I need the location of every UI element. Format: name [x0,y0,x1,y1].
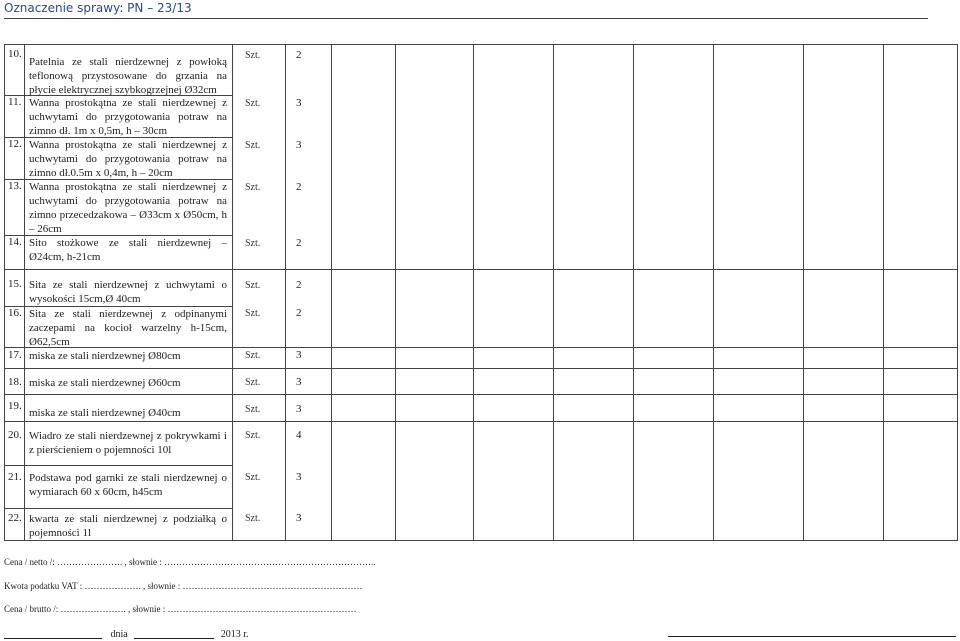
row-number: 13. [8,180,22,192]
item-description: Wiadro ze stali nierdzewnej z pokrywkami i z pierścieniem o pojemności 10l [29,430,227,456]
row-divider [5,421,957,422]
quantity-cell: 3 [296,139,302,151]
unit-cell: Szt. [245,50,261,61]
row-number: 15. [8,278,22,290]
quantity-cell: 3 [296,403,302,415]
item-description: Sito stożkowe ze stali nierdzewnej – Ø24cm, h-21cm [29,237,227,263]
unit-cell: Szt. [245,350,261,361]
unit-cell: Szt. [245,377,261,388]
row-number: 10. [8,48,22,60]
signature-line [668,636,956,637]
quantity-cell: 2 [296,49,302,61]
quantity-cell: 3 [296,97,302,109]
quantity-cell: 3 [296,349,302,361]
year-text: 2013 r. [220,629,249,640]
item-description: miska ze stali nierdzewnej Ø60cm [29,377,181,389]
unit-cell: Szt. [245,280,261,291]
col-divider-6 [803,45,804,540]
row-number: 21. [8,471,22,483]
unit-cell: Szt. [245,98,261,109]
items-table [4,44,958,541]
date-blank [134,628,214,639]
item-description: kwarta ze stali nierdzewnej z podziałką o pojemności 1l [29,513,227,539]
item-description: Podstawa pod garnki ze stali nierdzewnej o wymiarach 60 x 60cm, h45cm [29,472,227,498]
col-divider-7 [883,45,884,540]
item-description: Wanna prostokątna ze stali nierdzewnej z uchwytami do przygotowania potraw na zimno dł.0.5m x 0,4m, h – 20cm [29,139,227,179]
unit-cell: Szt. [245,140,261,151]
unit-cell: Szt. [245,404,261,415]
unit-cell: Szt. [245,430,261,441]
unit-cell: Szt. [245,238,261,249]
col-divider-unit [285,45,286,540]
item-description: Wanna prostokątna ze stali nierdzewnej z uchwytami do przygotowania potraw na zimno dł. 1m x 0,5m, h – 30cm [29,97,227,137]
signature-date-line [4,628,249,641]
page-header [4,0,928,19]
net-price-line: Cena / netto /: …………………. , słownie : …………………………………………………………….. [4,557,376,567]
col-divider-qty [331,45,332,540]
col-divider-4 [633,45,634,540]
unit-cell: Szt. [245,513,261,524]
date-word: dnia [110,629,128,640]
item-description: Sita ze stali nierdzewnej z odpinanymi zaczepami na kocioł warzelny h-15cm, Ø62,5cm [29,308,227,348]
quantity-cell: 3 [296,512,302,524]
row-number: 11. [8,96,22,108]
item-description: miska ze stali nierdzewnej Ø40cm [29,407,181,419]
item-description: Sita ze stali nierdzewnej z uchwytami o wysokości 15cm,Ø 40cm [29,279,227,305]
row-number: 22. [8,512,22,524]
row-number: 14. [8,236,22,248]
quantity-cell: 2 [296,181,302,193]
row-number: 18. [8,376,22,388]
row-divider [5,269,957,270]
item-description: Patelnia ze stali nierdzewnej z powłoką teflonową przystosowane do grzania na płycie elektrycznej szybkogrzejnej Ø32cm [29,56,227,96]
item-description: Wanna prostokątna ze stali nierdzewnej z uchwytami do przygotowania potraw na zimno przecedzakowa – Ø33cm x Ø50cm, h – 26cm [29,181,227,235]
item-description: miska ze stali nierdzewnej Ø80cm [29,350,181,362]
quantity-cell: 2 [296,279,302,291]
quantity-cell: 4 [296,429,302,441]
unit-cell: Szt. [245,182,261,193]
row-number: 17. [8,349,22,361]
unit-cell: Szt. [245,472,261,483]
quantity-cell: 2 [296,237,302,249]
row-divider [5,368,957,369]
row-divider [5,465,233,466]
row-divider [5,508,233,509]
row-number: 12. [8,138,22,150]
vat-amount-line: Kwota podatku VAT : ………………. , słownie : …………………………………………………… [4,581,363,591]
col-divider-3 [553,45,554,540]
col-divider-5 [713,45,714,540]
place-blank [4,628,102,639]
col-divider-2 [473,45,474,540]
row-number: 20. [8,429,22,441]
quantity-cell: 3 [296,471,302,483]
case-label: Oznaczenie sprawy: PN – 23/13 [4,1,192,15]
unit-cell: Szt. [245,308,261,319]
gross-price-line: Cena / brutto /: …………………. , słownie : ……………………………………………………… [4,604,357,614]
row-number: 16. [8,307,22,319]
row-divider [5,394,957,395]
row-number: 19. [8,400,22,412]
col-divider-1 [395,45,396,540]
quantity-cell: 3 [296,376,302,388]
quantity-cell: 2 [296,307,302,319]
